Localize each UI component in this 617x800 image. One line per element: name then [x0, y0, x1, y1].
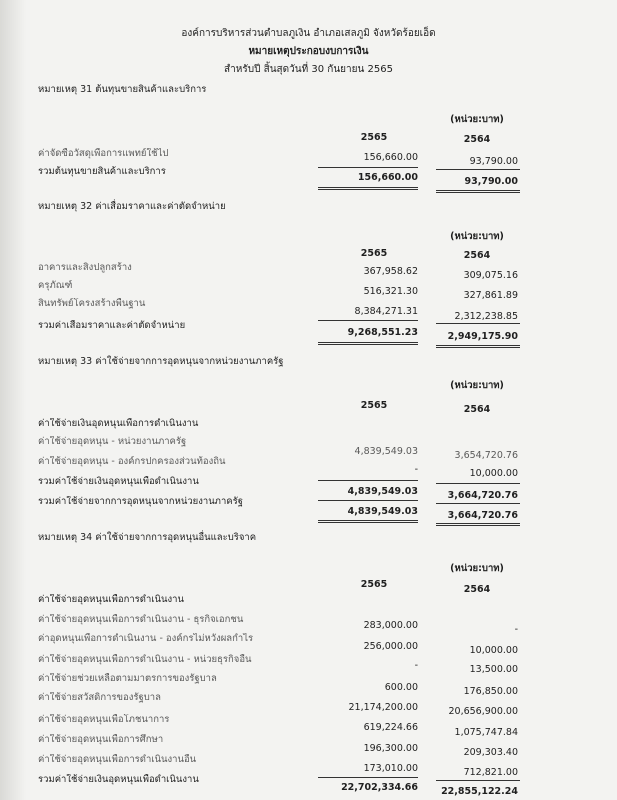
note34-unit: (หน่วย:บาท) [450, 563, 504, 574]
note33-year-prior: 2564 [463, 404, 491, 415]
note32-total-2565: 9,268,551.23 [347, 327, 418, 338]
note34-row-2565: - [414, 660, 418, 671]
note34-heading: หมายเหตุ 34 ค่าใช้จ่ายจากการอุดหนุนอื่นและบริจาค [38, 532, 257, 543]
note34-row-2564: 20,656,900.00 [448, 706, 518, 717]
note34-year-current: 2565 [360, 579, 388, 590]
note31-double-rule-2564 [436, 190, 520, 193]
note34-row-2565: 619,224.66 [363, 722, 418, 733]
note32-double-rule-2564 [436, 345, 520, 348]
note33-row-2565: - [414, 464, 418, 475]
note32-row-2564: 2,312,238.85 [454, 311, 518, 322]
note32-row-2564: 309,075.16 [463, 270, 518, 281]
note34-row-2564: 209,303.40 [463, 747, 518, 758]
note34-row-2564: 1,075,747.84 [454, 727, 518, 738]
note33-year-current: 2565 [360, 400, 388, 411]
note34-row-label: ค่าใช้จ่ายอุดหนุนเพื่อการดำเนินงาน - ธุรกิจเอกชน [38, 614, 244, 625]
note34-group-label: ค่าใช้จ่ายอุดหนุนเพื่อการดำเนินงาน [38, 594, 184, 605]
note33-row-2564: 10,000.00 [469, 468, 518, 479]
note34-year-prior: 2564 [463, 584, 491, 595]
note31-double-rule-2565 [318, 187, 418, 190]
note34-row-label: ค่าใช้จ่ายอุดหนุนเพื่อการดำเนินงาน - หน่วยธุรกิจอื่น [38, 654, 252, 665]
note32-row-2564: 327,861.89 [463, 290, 518, 301]
note31-unit: (หน่วย:บาท) [450, 114, 504, 125]
note33-unit: (หน่วย:บาท) [450, 380, 504, 391]
note31-total-2565: 156,660.00 [357, 172, 418, 183]
scan-shadow [0, 0, 26, 800]
note34-row-2565: 283,000.00 [363, 620, 418, 631]
note32-year-current: 2565 [360, 248, 388, 259]
note34-row-label: ค่าใช้จ่ายอุดหนุนเพื่อการศึกษา [38, 734, 164, 745]
note33-total-2564: 3,664,720.76 [447, 510, 518, 521]
note32-unit: (หน่วย:บาท) [450, 231, 504, 242]
note33-rule-2564 [436, 483, 520, 484]
note32-row-2565: 516,321.30 [363, 286, 418, 297]
note33-rule2-2564 [436, 503, 520, 504]
note33-row-2564: 3,654,720.76 [454, 450, 518, 461]
note31-row-label: ค่าจัดซื้อวัสดุเพื่อการแพทย์ใช้ไป [38, 148, 169, 159]
note34-row-2564: - [514, 624, 518, 635]
note32-total-2564: 2,949,175.90 [447, 331, 518, 342]
org-name: องค์การบริหารส่วนตำบลภูเงิน อำเภอเสลภูมิ จังหวัดร้อยเอ็ด [181, 28, 436, 39]
note33-row-label: ค่าใช้จ่ายอุดหนุน - องค์กรปกครองส่วนท้องถิ่น [38, 456, 226, 467]
note33-row-label: ค่าใช้จ่ายอุดหนุน - หน่วยงานภาครัฐ [38, 436, 187, 447]
note34-row-label: ค่าใช้จ่ายอุดหนุนเพื่อโภชนาการ [38, 714, 170, 725]
document-title: หมายเหตุประกอบงบการเงิน [248, 46, 369, 57]
note33-row-2565: 4,839,549.03 [354, 446, 418, 457]
note32-row-2565: 367,958.62 [363, 266, 418, 277]
note34-row-label: ค่าใช้จ่ายสวัสดิการของรัฐบาล [38, 692, 161, 703]
note31-year-current: 2565 [360, 132, 388, 143]
note33-double-rule-2565 [318, 520, 418, 523]
note32-double-rule-2565 [318, 342, 418, 345]
note34-row-2564: 10,000.00 [469, 645, 518, 656]
note32-row-label: อาคารและสิ่งปลูกสร้าง [38, 262, 132, 273]
note32-row-label: สินทรัพย์โครงสร้างพื้นฐาน [38, 298, 146, 309]
note32-year-prior: 2564 [463, 250, 491, 261]
note34-row-2565: 196,300.00 [363, 743, 418, 754]
note34-total-label: รวมค่าใช้จ่ายเงินอุดหนุนเพื่อดำเนินงาน [38, 774, 199, 785]
note34-total-2564: 22,855,122.24 [441, 786, 518, 797]
note33-subtotal-2565: 4,839,549.03 [347, 486, 418, 497]
note31-row-2565: 156,660.00 [363, 152, 418, 163]
note32-heading: หมายเหตุ 32 ค่าเสื่อมราคาและค่าตัดจำหน่าย [38, 201, 226, 212]
note34-row-label: ค่าใช้จ่ายอุดหนุนเพื่อการดำเนินงานอื่น [38, 754, 197, 765]
note33-total-label: รวมค่าใช้จ่ายจากการอุดหนุนจากหน่วยงานภาครัฐ [38, 496, 243, 507]
note34-row-2565: 600.00 [384, 682, 418, 693]
note31-heading: หมายเหตุ 31 ต้นทุนขายสินค้าและบริการ [38, 84, 207, 95]
note33-heading: หมายเหตุ 33 ค่าใช้จ่ายจากการอุดหนุนจากหน่วยงานภาครัฐ [38, 356, 284, 367]
note32-row-2565: 8,384,271.31 [354, 306, 418, 317]
note33-double-rule-2564 [436, 523, 520, 526]
note32-total-label: รวมค่าเสื่อมราคาและค่าตัดจำหน่าย [38, 320, 186, 331]
note33-subtotal-2564: 3,664,720.76 [447, 490, 518, 501]
note34-row-2564: 176,850.00 [463, 686, 518, 697]
note34-row-2564: 13,500.00 [469, 664, 518, 675]
note34-row-2565: 173,010.00 [363, 763, 418, 774]
note31-year-prior: 2564 [463, 134, 491, 145]
note34-row-label: ค่าใช้จ่ายช่วยเหลือตามมาตรการของรัฐบาล [38, 673, 217, 684]
note33-subtotal-label: รวมค่าใช้จ่ายเงินอุดหนุนเพื่อดำเนินงาน [38, 476, 199, 487]
note34-row-2565: 21,174,200.00 [348, 702, 418, 713]
note31-row-2564: 93,790.00 [469, 156, 518, 167]
note34-rule-2564 [436, 780, 520, 781]
note34-row-label: ค่าอุดหนุนเพื่อการดำเนินงาน - องค์กรไม่หวังผลกำไร [38, 633, 254, 644]
note33-total-2565: 4,839,549.03 [347, 506, 418, 517]
note31-total-label: รวมต้นทุนขายสินค้าและบริการ [38, 166, 166, 177]
note31-rule-2564 [436, 169, 520, 170]
note34-total-2565: 22,702,334.66 [341, 782, 418, 793]
note34-row-2564: 712,821.00 [463, 767, 518, 778]
note34-row-2565: 256,000.00 [363, 641, 418, 652]
note33-group-label: ค่าใช้จ่ายเงินอุดหนุนเพื่อการดำเนินงาน [38, 418, 199, 429]
note31-total-2564: 93,790.00 [464, 176, 518, 187]
period-line: สำหรับปี สิ้นสุดวันที่ 30 กันยายน 2565 [224, 64, 393, 75]
note32-rule-2564 [436, 323, 520, 324]
note32-row-label: ครุภัณฑ์ [38, 280, 73, 291]
